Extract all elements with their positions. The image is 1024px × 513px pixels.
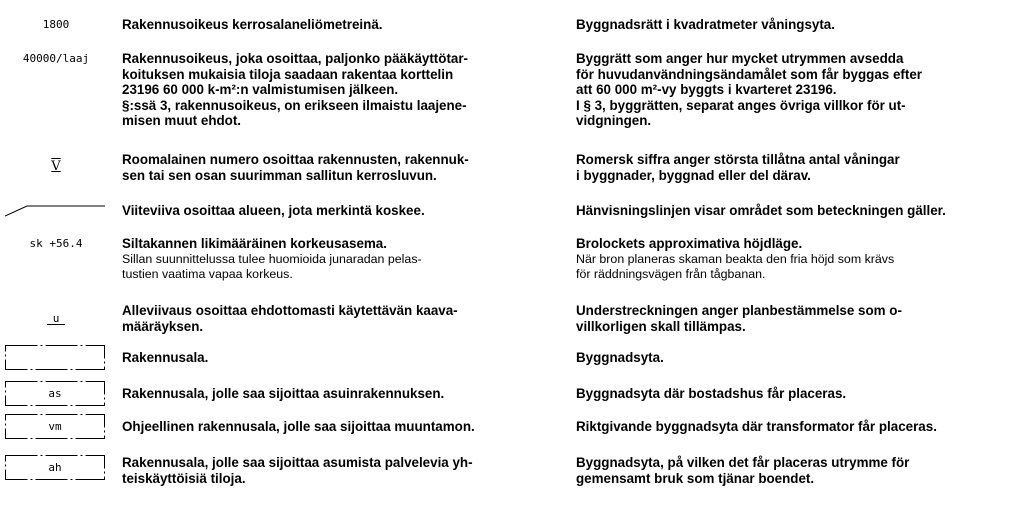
finnish-text: Rakennusoikeus, joka osoittaa, paljonko pääkäyttötar- koituksen mukaisia tiloja saadaan rakentaa korttelin 23196 60 000 k-m²:n valmistumisen jälkeen. §:ssä 3, rakennusoikeus, on erikseen ilmaistu laajene- misen muut ehdot. <box>122 51 469 129</box>
symbol-expansion: 40000/laaj <box>22 52 90 65</box>
swedish-text: Brolockets approximativa höjdläge. När bron planeras skaman beakta den fria höjd som krävs för räddningsvägen från tågbanan. <box>576 236 895 282</box>
symbol-code: vm <box>48 420 62 433</box>
finnish-text: Rakennusala. <box>122 350 209 365</box>
symbol-underline: u <box>0 312 112 326</box>
finnish-text: Rakennusala, jolle saa sijoittaa asuinrakennuksen. <box>122 386 445 401</box>
swedish-text: Byggnadsyta. <box>576 350 664 365</box>
symbol-code: ah <box>48 461 62 474</box>
finnish-text: Rakennusala, jolle saa sijoittaa asumista palvelevia yh- teiskäyttöisiä tiloja. <box>122 455 473 486</box>
swedish-text: Riktgivande byggnadsyta där transformator får placeras. <box>576 419 937 434</box>
swedish-text: Understreckningen anger planbestämmelse som o- villkorligen skall tillämpas. <box>576 303 902 334</box>
symbol-floor-area: 1800 <box>42 18 70 31</box>
swedish-text: Romersk siffra anger största tillåtna antal våningar i byggnader, byggnad eller del därav. <box>576 152 900 183</box>
symbol-bridge-height: sk +56.4 <box>29 237 83 250</box>
finnish-text: Rakennusoikeus kerrosalaneliömetreinä. <box>122 17 383 32</box>
symbol-code: as <box>48 387 62 400</box>
finnish-text: Roomalainen numero osoittaa rakennusten, rakennuk- sen tai sen osan suurimman sallitun kerrosluvun. <box>122 152 469 183</box>
swedish-text: Byggnadsrätt i kvadratmeter våningsyta. <box>576 17 835 32</box>
finnish-text: Ohjeellinen rakennusala, jolle saa sijoittaa muuntamon. <box>122 419 475 434</box>
building-area-symbol <box>5 345 105 370</box>
symbol-roman-numeral: V <box>51 159 61 174</box>
swedish-text: Byggrätt som anger hur mycket utrymmen avsedda för huvudanvändningsändamålet som får byggas efter att 60 000 m²-vy byggts i kvarteret 23196. I § 3, byggrätten, separat anges övriga villkor för ut- vidgningen. <box>576 51 922 129</box>
finnish-text: Siltakannen likimääräinen korkeusasema. Sillan suunnittelussa tulee huomioida junaradan pelas- tustien vaatima vapaa korkeus. <box>122 236 422 282</box>
swedish-text: Hänvisningslinjen visar området som beteckningen gäller. <box>576 203 946 218</box>
finnish-text: Viiteviiva osoittaa alueen, jota merkintä koskee. <box>122 203 425 218</box>
swedish-text: Byggnadsyta, på vilken det får placeras utrymme för gemensamt bruk som tjänar boendet. <box>576 455 910 486</box>
reference-line-symbol <box>5 202 105 218</box>
finnish-text: Alleviivaus osoittaa ehdottomasti käytettävän kaava- määräyksen. <box>122 303 458 334</box>
swedish-text: Byggnadsyta där bostadshus får placeras. <box>576 386 847 401</box>
